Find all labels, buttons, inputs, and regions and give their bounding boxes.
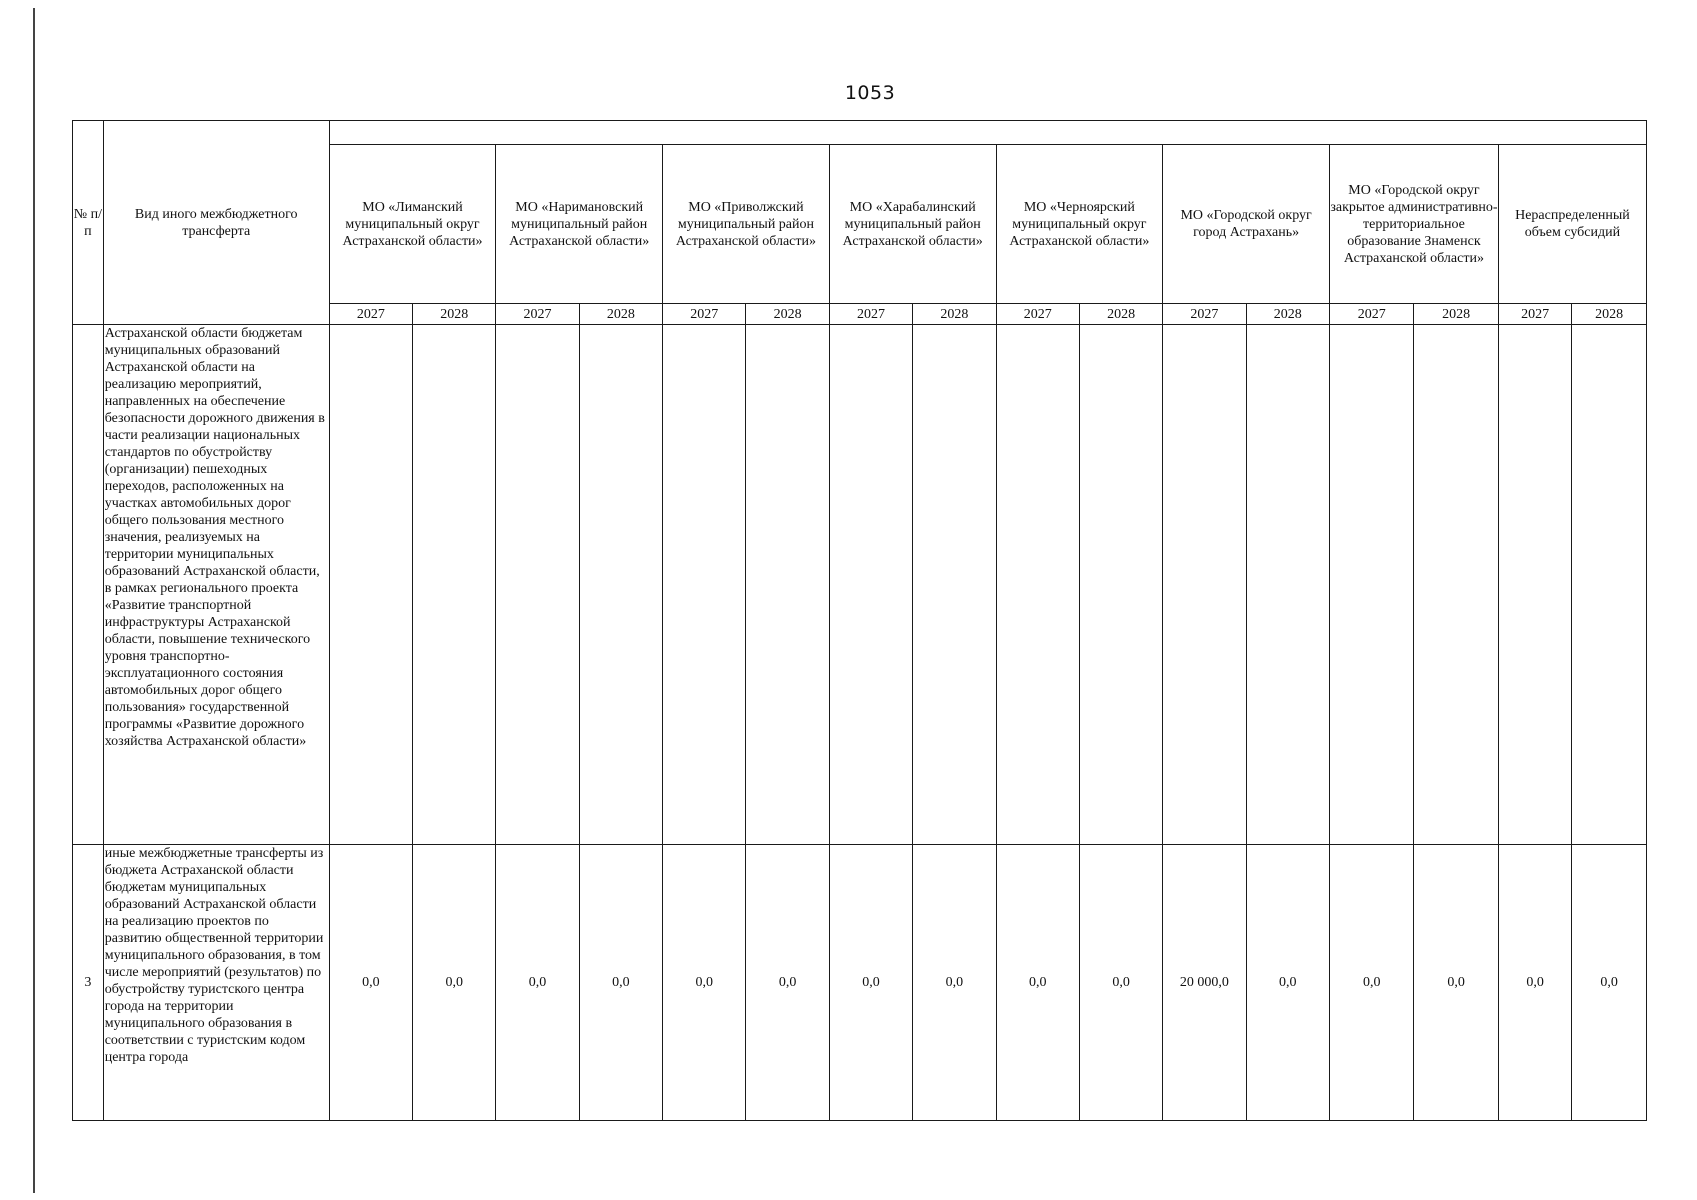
header-top-strip bbox=[73, 121, 1647, 145]
value-cell bbox=[913, 325, 996, 845]
row-number bbox=[73, 325, 104, 845]
value-cell bbox=[1414, 325, 1498, 845]
value-cell bbox=[829, 325, 912, 845]
row-number: 3 bbox=[73, 845, 104, 1121]
year-header: 2027 bbox=[663, 304, 746, 325]
table-row bbox=[73, 845, 1647, 1121]
value-cell: 0,0 bbox=[913, 845, 996, 1121]
header-mo-znamensk: МО «Городской округ закрытое административно-территориальное образование Знаменск Астраханской области» bbox=[1329, 145, 1498, 304]
year-header: 2028 bbox=[413, 304, 496, 325]
value-cell: 0,0 bbox=[1572, 845, 1647, 1121]
header-mo-narimanovsky: МО «Наримановский муниципальный район Астраханской области» bbox=[496, 145, 663, 304]
value-cell: 0,0 bbox=[579, 845, 662, 1121]
year-header: 2028 bbox=[746, 304, 829, 325]
transfers-table bbox=[72, 120, 1647, 1121]
value-cell bbox=[1329, 325, 1413, 845]
year-header: 2027 bbox=[829, 304, 912, 325]
value-cell: 0,0 bbox=[1414, 845, 1498, 1121]
year-header: 2028 bbox=[913, 304, 996, 325]
value-cell: 0,0 bbox=[1079, 845, 1162, 1121]
value-cell bbox=[579, 325, 662, 845]
header-number: № п/п bbox=[73, 121, 104, 325]
value-cell: 0,0 bbox=[746, 845, 829, 1121]
table-row bbox=[73, 325, 1647, 845]
value-cell bbox=[746, 325, 829, 845]
header-mo-privolzhsky: МО «Приволжский муниципальный район Астраханской области» bbox=[663, 145, 830, 304]
value-cell: 0,0 bbox=[1498, 845, 1571, 1121]
transfer-description: Астраханской области бюджетам муниципальных образований Астраханской области на реализацию мероприятий, направленных на обеспечение безопасности дорожного движения в части реализации национальных стандартов по обустройству (организации) пешеходных переходов, расположенных на участках автомобильных дорог общего пользования местного значения, реализуемых на территории муниципальных образований Астраханской области, в рамках регионального проекта «Развитие транспортной инфраструктуры Астраханской области, повышение технического уровня транспортно-эксплуатационного состояния автомобильных дорог общего пользования» государственной программы «Развитие дорожного хозяйства Астраханской области» bbox=[103, 325, 329, 845]
header-transfer-kind: Вид иного межбюджетного трансферта bbox=[103, 121, 329, 325]
value-cell bbox=[663, 325, 746, 845]
year-header: 2028 bbox=[1572, 304, 1647, 325]
value-cell bbox=[413, 325, 496, 845]
transfer-description: иные межбюджетные трансферты из бюджета Астраханской области бюджетам муниципальных образований Астраханской области на реализацию проектов по развитию общественной территории муниципального образования, в том числе мероприятий (результатов) по обустройству туристского центра города на территории муниципального образования в соответствии с туристским кодом центра города bbox=[103, 845, 329, 1121]
header-unallocated: Нераспределенный объем субсидий bbox=[1498, 145, 1646, 304]
year-header: 2028 bbox=[579, 304, 662, 325]
binding-margin-line bbox=[33, 8, 35, 1193]
value-cell: 0,0 bbox=[1329, 845, 1413, 1121]
value-cell: 0,0 bbox=[663, 845, 746, 1121]
value-cell bbox=[1572, 325, 1647, 845]
year-header: 2027 bbox=[329, 304, 412, 325]
year-header: 2027 bbox=[1329, 304, 1413, 325]
value-cell: 0,0 bbox=[496, 845, 579, 1121]
page-number: 1053 bbox=[844, 82, 896, 104]
value-cell bbox=[496, 325, 579, 845]
value-cell: 0,0 bbox=[996, 845, 1079, 1121]
value-cell: 0,0 bbox=[329, 845, 412, 1121]
value-cell bbox=[1498, 325, 1571, 845]
header-mo-kharabalinsky: МО «Харабалинский муниципальный район Астраханской области» bbox=[829, 145, 996, 304]
value-cell bbox=[1079, 325, 1162, 845]
value-cell bbox=[996, 325, 1079, 845]
year-header: 2027 bbox=[1498, 304, 1571, 325]
header-strip-cell bbox=[329, 121, 1646, 145]
year-header: 2027 bbox=[1163, 304, 1246, 325]
value-cell: 20 000,0 bbox=[1163, 845, 1246, 1121]
header-mo-limansky: МО «Лиманский муниципальный округ Астраханской области» bbox=[329, 145, 496, 304]
year-header: 2028 bbox=[1246, 304, 1329, 325]
year-header: 2028 bbox=[1079, 304, 1162, 325]
value-cell bbox=[329, 325, 412, 845]
header-mo-chernoyarsky: МО «Черноярский муниципальный округ Астраханской области» bbox=[996, 145, 1163, 304]
year-header: 2028 bbox=[1414, 304, 1498, 325]
header-mo-astrakhan: МО «Городской округ город Астрахань» bbox=[1163, 145, 1330, 304]
year-header: 2027 bbox=[996, 304, 1079, 325]
year-header: 2027 bbox=[496, 304, 579, 325]
document-sheet bbox=[72, 120, 1647, 1121]
value-cell: 0,0 bbox=[829, 845, 912, 1121]
value-cell bbox=[1246, 325, 1329, 845]
value-cell bbox=[1163, 325, 1246, 845]
value-cell: 0,0 bbox=[413, 845, 496, 1121]
value-cell: 0,0 bbox=[1246, 845, 1329, 1121]
